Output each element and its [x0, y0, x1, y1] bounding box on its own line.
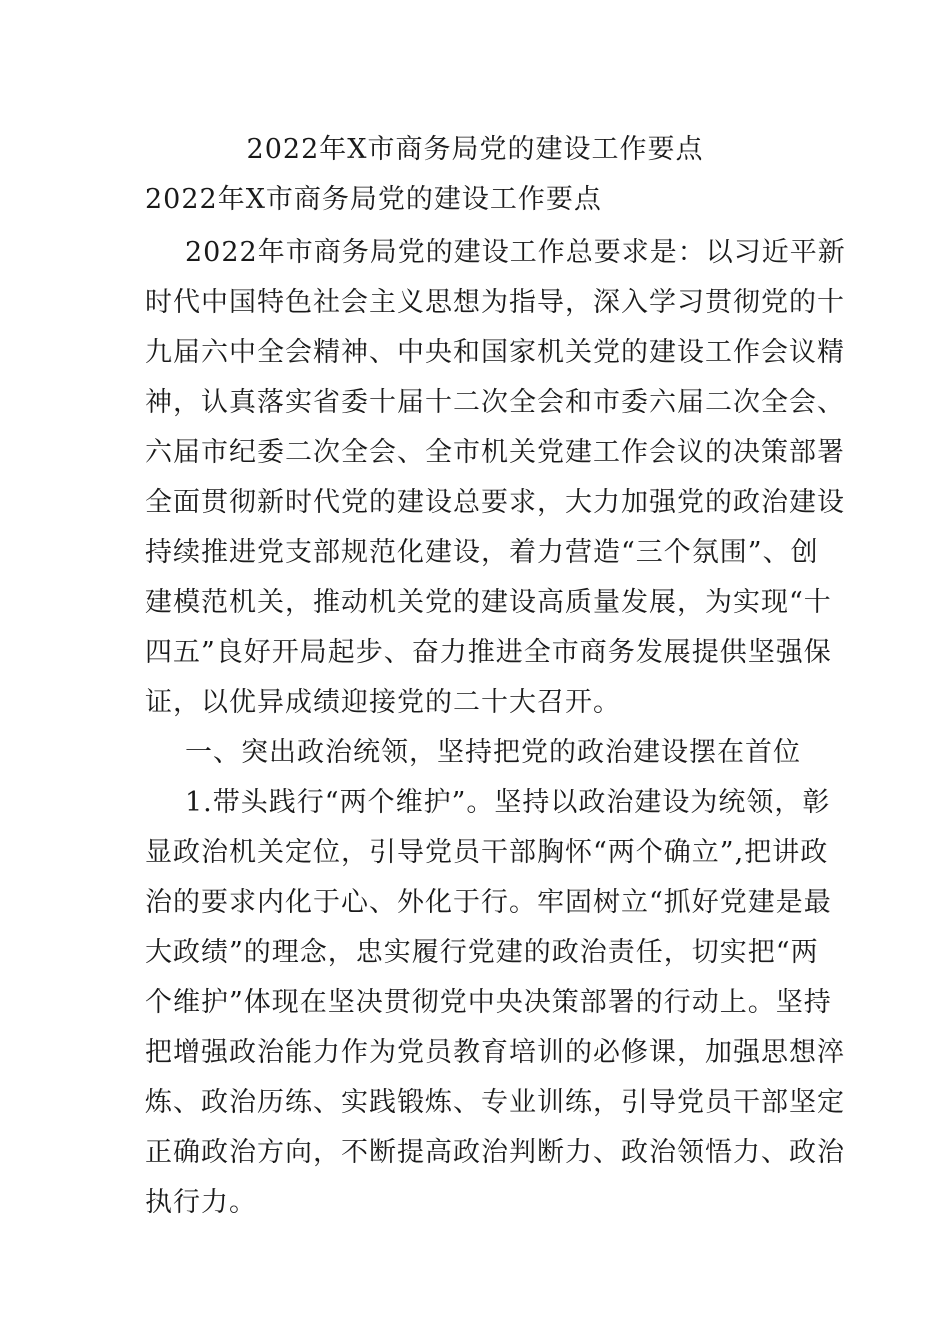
paragraph-line: 大政绩”的理念，忠实履行党建的政治责任，切实把“两 — [145, 937, 819, 968]
paragraph-line: 证，以优异成绩迎接党的二十大召开。 — [145, 687, 621, 718]
paragraph-line: 治的要求内化于心、外化于行。牢固树立“抓好党建是最 — [145, 887, 832, 918]
paragraph-line: 炼、政治历练、实践锻炼、专业训练，引导党员干部坚定 — [145, 1087, 845, 1118]
paragraph-line: 四五”良好开局起步、奋力推进全市商务发展提供坚强保 — [145, 637, 832, 668]
paragraph-line: 个维护”体现在坚决贯彻党中央决策部署的行动上。坚持 — [145, 987, 832, 1018]
paragraph-line: 执行力。 — [145, 1187, 257, 1218]
document-title: 2022年X市商务局党的建设工作要点 — [246, 134, 704, 165]
paragraph-line: 持续推进党支部规范化建设，着力营造“三个氛围”、创 — [145, 537, 819, 568]
paragraph-line: 全面贯彻新时代党的建设总要求，大力加强党的政治建设 — [145, 487, 845, 518]
document-subtitle: 2022年X市商务局党的建设工作要点 — [145, 184, 602, 215]
paragraph-line: 2022年市商务局党的建设工作总要求是：以习近平新 — [185, 237, 846, 268]
paragraph-line: 显政治机关定位，引导党员干部胸怀“两个确立”,把讲政 — [145, 837, 829, 868]
paragraph-line: 正确政治方向，不断提高政治判断力、政治领悟力、政治 — [145, 1137, 845, 1168]
paragraph-line: 神，认真落实省委十届十二次全会和市委六届二次全会、 — [145, 387, 845, 418]
paragraph-line: 把增强政治能力作为党员教育培训的必修课，加强思想淬 — [145, 1037, 845, 1068]
paragraph-line: 建模范机关，推动机关党的建设高质量发展，为实现“十 — [145, 587, 832, 618]
paragraph-line: 九届六中全会精神、中央和国家机关党的建设工作会议精 — [145, 337, 845, 368]
paragraph-line: 时代中国特色社会主义思想为指导，深入学习贯彻党的十 — [145, 287, 845, 318]
paragraph-line: 1.带头践行“两个维护”。坚持以政治建设为统领，彰 — [185, 787, 831, 818]
paragraph-line: 六届市纪委二次全会、全市机关党建工作会议的决策部署 — [145, 437, 845, 468]
section-heading: 一、突出政治统领，坚持把党的政治建设摆在首位 — [185, 737, 801, 768]
